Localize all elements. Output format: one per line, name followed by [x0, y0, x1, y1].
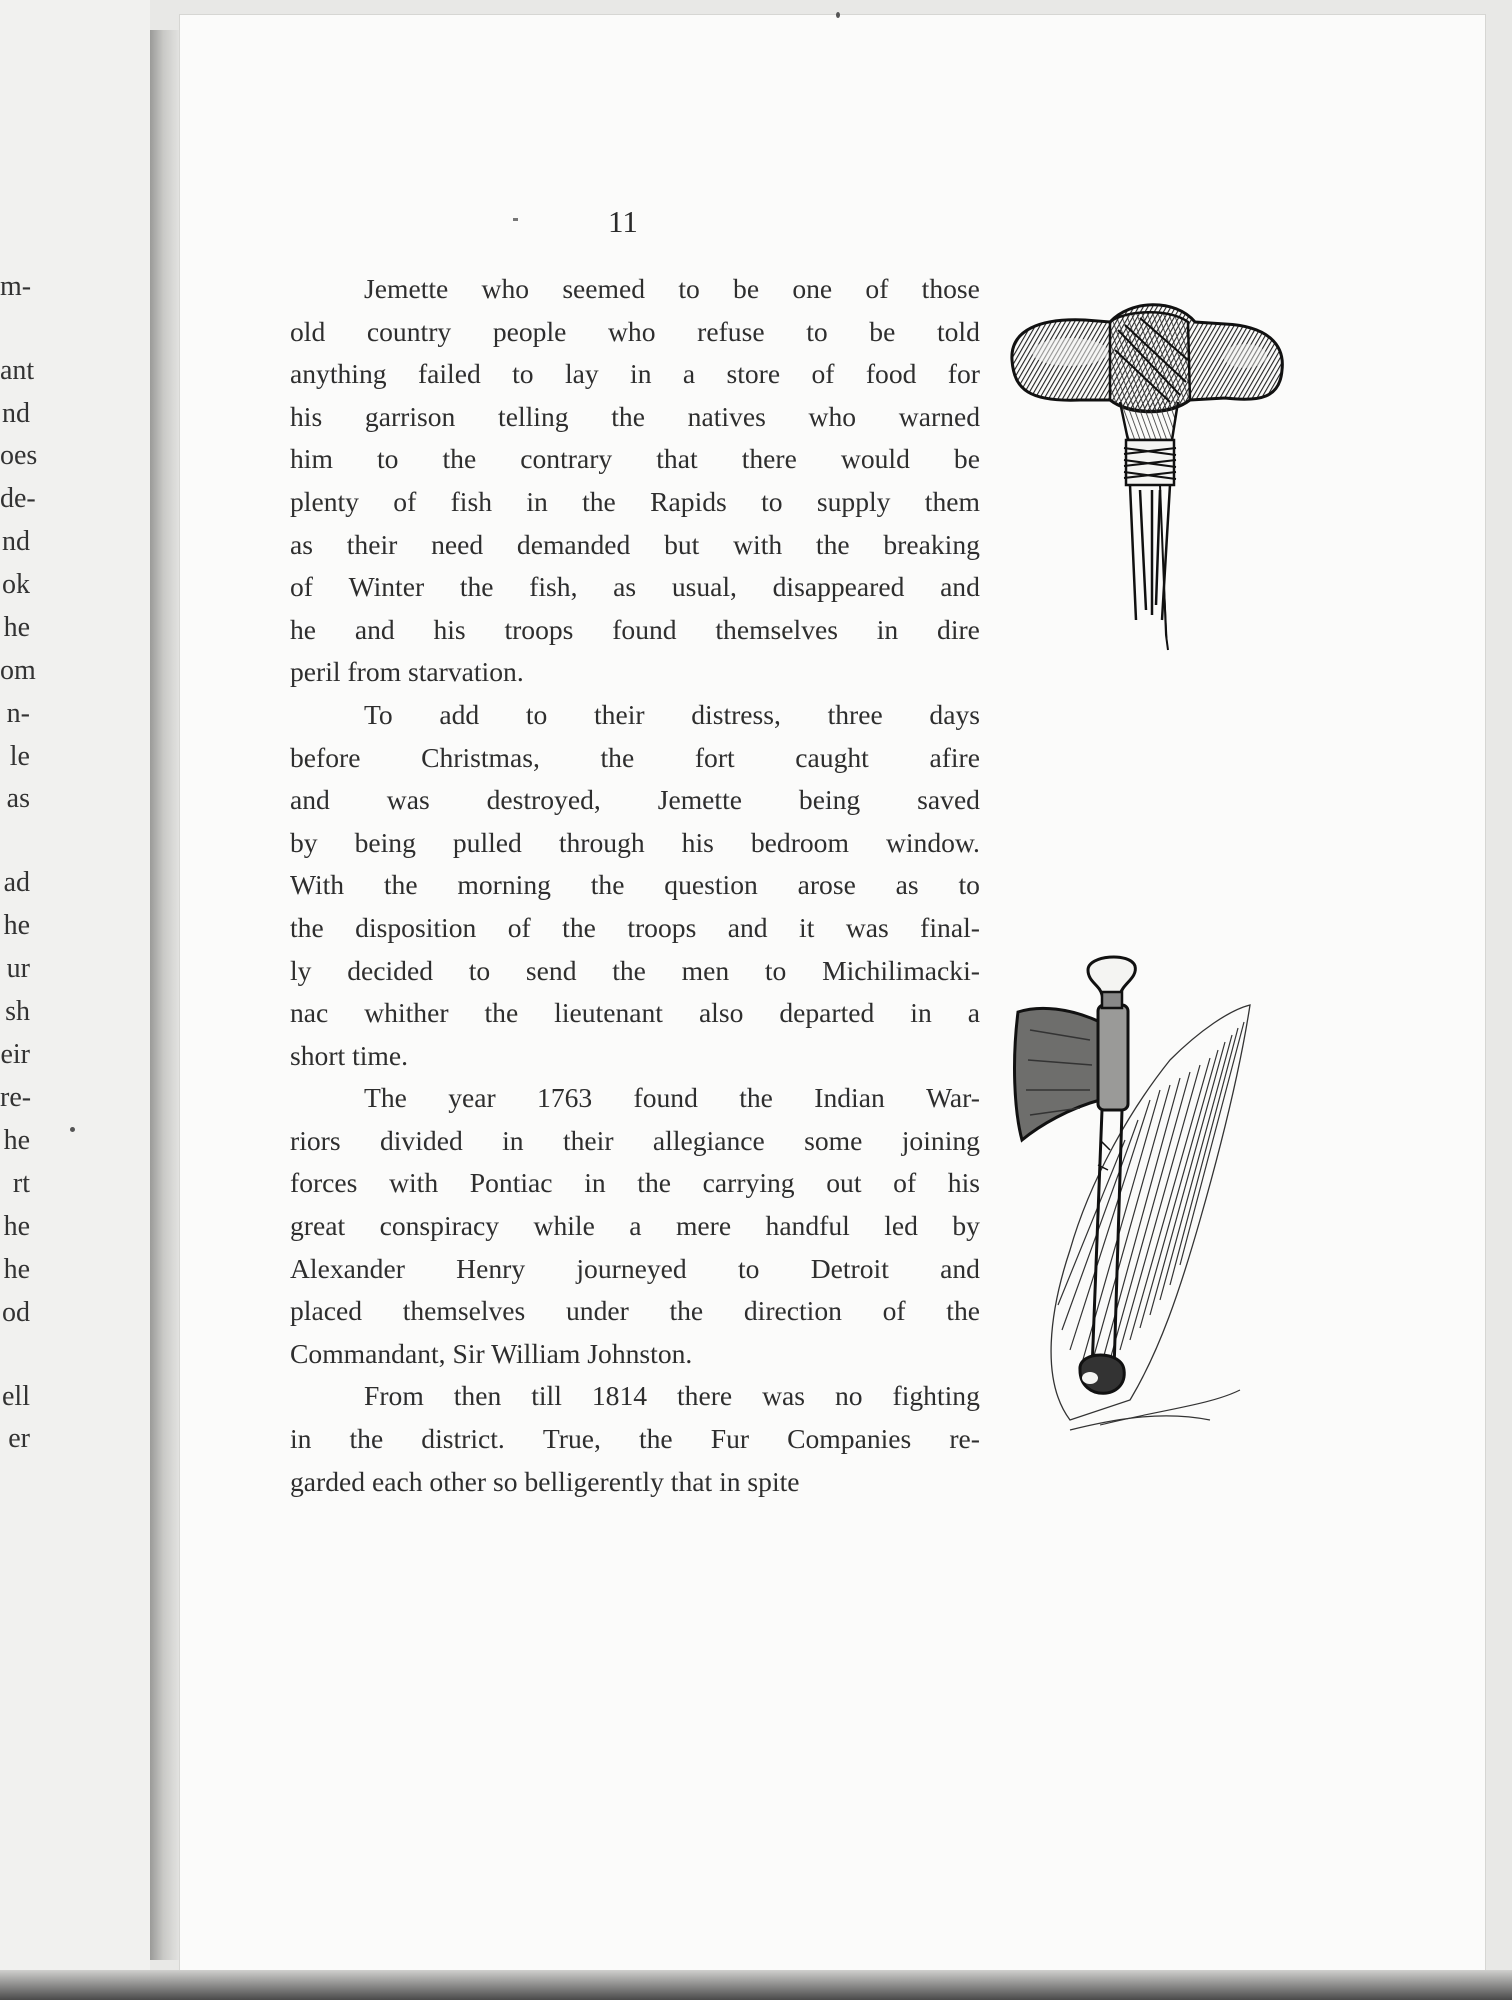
left-page-fragment: ad: [3, 867, 30, 898]
text-line: plenty of fish in the Rapids to supply them: [290, 485, 980, 517]
page-speck: [513, 218, 518, 221]
left-page-fragment: as: [6, 783, 30, 814]
left-page-fragment: sh: [5, 996, 30, 1027]
text-line: great conspiracy while a mere handful led by: [290, 1210, 980, 1242]
text-line: he and his troops found themselves in dire: [290, 613, 980, 645]
text-line: old country people who refuse to be told: [290, 315, 980, 347]
text-line: peril from starvation.: [290, 656, 524, 688]
left-page-fragment: he: [3, 1125, 30, 1156]
page-number: 11: [608, 204, 638, 239]
left-page-fragment: re-: [0, 1082, 32, 1113]
text-line: With the morning the question arose as to: [290, 869, 980, 901]
left-page-fragment: he: [3, 910, 30, 941]
left-page-fragment: he: [3, 1211, 30, 1242]
left-page-fragment: ell: [2, 1381, 30, 1412]
text-line: before Christmas, the fort caught afire: [290, 741, 980, 773]
text-line: short time.: [290, 1039, 409, 1071]
left-page-fragment: nd: [2, 526, 30, 557]
left-page-fragment: om: [0, 655, 36, 686]
left-facing-page: [0, 0, 150, 1985]
left-page-fragment: m-: [0, 271, 32, 302]
left-page-fragment: eir: [0, 1039, 30, 1070]
text-line: ly decided to send the men to Michilimacki-: [290, 954, 980, 986]
text-line: garded each other so belligerently that in spite: [290, 1465, 800, 1497]
left-page-fragment: n-: [6, 698, 30, 729]
left-page-fragment: oes: [0, 440, 38, 471]
left-page-fragment: rt: [12, 1168, 30, 1199]
page-speck: [70, 1127, 75, 1132]
body-text: [290, 268, 980, 1503]
left-page-fragment: er: [8, 1423, 30, 1454]
left-page-fragment: ant: [0, 355, 35, 386]
left-page-fragment: de-: [0, 483, 36, 514]
tomahawk-illustration: [1010, 950, 1280, 1440]
text-line: in the district. True, the Fur Companies re-: [290, 1423, 980, 1455]
text-line: him to the contrary that there would be: [290, 443, 980, 475]
stone-war-club-illustration: [1000, 290, 1290, 670]
text-line: as their need demanded but with the breaking: [290, 528, 980, 560]
text-line: and was destroyed, Jemette being saved: [290, 784, 980, 816]
left-page-fragment: le: [9, 741, 30, 772]
text-line: From then till 1814 there was no fighting: [364, 1380, 980, 1412]
page-speck: [836, 12, 840, 18]
text-line: riors divided in their allegiance some joining: [290, 1124, 980, 1156]
scan-bottom-edge: [0, 1970, 1512, 2000]
text-line: The year 1763 found the Indian War-: [364, 1082, 980, 1114]
left-page-fragment: he: [3, 1254, 30, 1285]
text-line: forces with Pontiac in the carrying out of his: [290, 1167, 980, 1199]
left-page-fragment: nd: [2, 398, 30, 429]
text-line: Jemette who seemed to be one of those: [364, 273, 980, 304]
text-line: Alexander Henry journeyed to Detroit and: [290, 1252, 980, 1284]
left-page-fragment: od: [2, 1297, 30, 1328]
text-line: the disposition of the troops and it was final-: [290, 911, 980, 943]
text-line: Commandant, Sir William Johnston.: [290, 1337, 693, 1369]
left-page-fragment: ok: [2, 569, 30, 600]
text-line: placed themselves under the direction of the: [290, 1295, 980, 1327]
text-line: of Winter the fish, as usual, disappeared and: [290, 571, 980, 603]
text-line: nac whither the lieutenant also departed in a: [290, 997, 980, 1029]
left-page-fragment: ur: [6, 953, 30, 984]
book-gutter: [150, 30, 180, 1960]
text-line: anything failed to lay in a store of food for: [290, 358, 980, 390]
text-line: by being pulled through his bedroom window.: [290, 826, 980, 858]
text-line: his garrison telling the natives who warned: [290, 400, 980, 432]
text-line: To add to their distress, three days: [364, 698, 980, 730]
left-page-text-fragments: [0, 0, 150, 1985]
left-page-fragment: he: [3, 612, 30, 643]
